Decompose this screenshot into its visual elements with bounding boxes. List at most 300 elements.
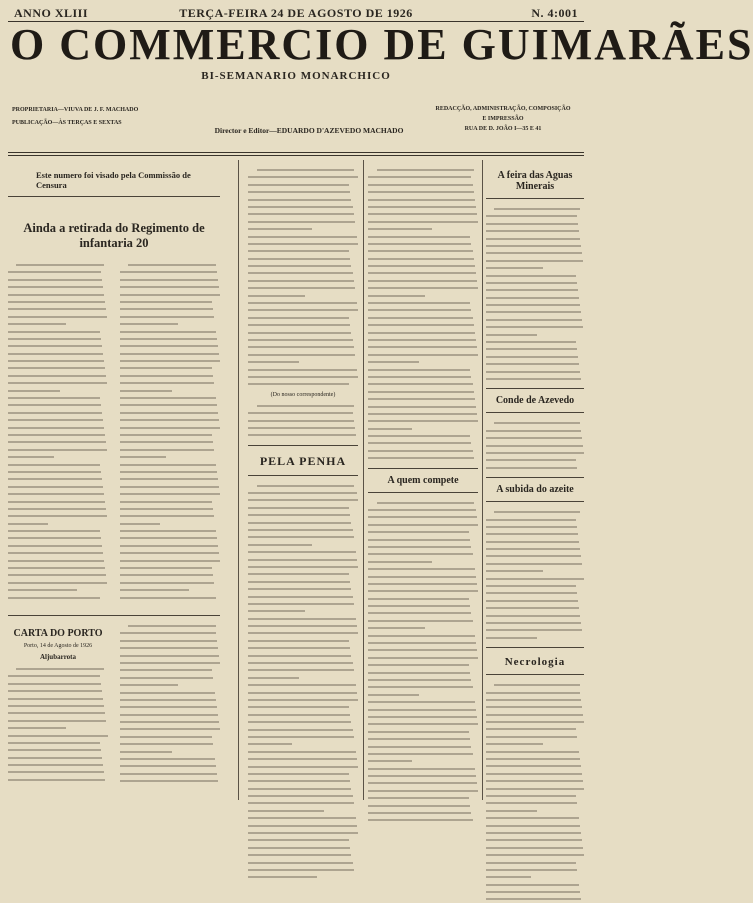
- column-divider: [238, 160, 239, 800]
- text-line: [248, 218, 358, 225]
- carta-date: Porto, 14 de Agosto de 1926: [23, 643, 93, 649]
- text-line: [368, 499, 478, 506]
- text-line: [368, 373, 478, 380]
- text-line: [248, 402, 358, 409]
- text-line: [120, 379, 220, 386]
- carta-title: CARTA DO PORTO: [13, 628, 103, 639]
- text-line: [120, 364, 220, 371]
- text-line: [120, 313, 220, 320]
- text-line: [486, 272, 584, 279]
- text-line: [368, 343, 478, 350]
- text-line: [248, 807, 358, 814]
- text-line: [368, 536, 478, 543]
- text-line: [368, 669, 478, 676]
- text-line: [368, 573, 478, 580]
- text-line: [486, 257, 584, 264]
- text-line: [8, 724, 108, 731]
- text-line: [368, 632, 478, 639]
- text-line: [120, 342, 220, 349]
- text-line: [120, 637, 220, 644]
- text-line: [120, 453, 220, 460]
- text-line: [8, 557, 108, 564]
- text-line: [8, 313, 108, 320]
- text-line: [486, 353, 584, 360]
- article-text: [486, 205, 584, 382]
- text-line: [120, 586, 220, 593]
- text-line: [486, 456, 584, 463]
- text-line: [368, 624, 478, 631]
- text-line: [248, 644, 358, 651]
- text-line: [368, 506, 478, 513]
- text-line: [120, 594, 220, 601]
- text-line: [368, 720, 478, 727]
- text-line: [486, 888, 584, 895]
- divider: [486, 674, 584, 675]
- text-line: [248, 822, 358, 829]
- text-line: [368, 691, 478, 698]
- text-line: [8, 483, 108, 490]
- text-line: [368, 166, 478, 173]
- text-line: [8, 754, 108, 761]
- text-line: [368, 181, 478, 188]
- text-line: [248, 166, 358, 173]
- text-line: [248, 511, 358, 518]
- divider: [486, 501, 584, 502]
- text-line: [248, 306, 358, 313]
- text-line: [486, 829, 584, 836]
- text-line: [8, 665, 108, 672]
- text-line: [248, 196, 358, 203]
- text-line: [120, 666, 220, 673]
- text-line: [8, 695, 108, 702]
- text-line: [8, 320, 108, 327]
- text-line: [368, 816, 478, 823]
- text-line: [8, 520, 108, 527]
- text-line: [120, 564, 220, 571]
- text-line: [368, 543, 478, 550]
- text-line: [120, 762, 220, 769]
- article-text: [8, 261, 108, 601]
- text-line: [248, 366, 358, 373]
- carta-block: [8, 622, 108, 787]
- text-line: [368, 602, 478, 609]
- text-line: [120, 557, 220, 564]
- article-text: [368, 499, 478, 824]
- feira-aguas-title: A feira das Aguas Minerais: [497, 170, 573, 192]
- text-line: [486, 560, 584, 567]
- divider: [248, 475, 358, 476]
- text-line: [486, 316, 584, 323]
- text-line: [8, 687, 108, 694]
- text-line: [248, 733, 358, 740]
- text-line: [486, 264, 584, 271]
- text-line: [248, 210, 358, 217]
- text-line: [120, 468, 220, 475]
- text-line: [8, 768, 108, 775]
- text-line: [248, 607, 358, 614]
- divider: [486, 412, 584, 413]
- text-line: [120, 571, 220, 578]
- text-line: [120, 461, 220, 468]
- text-line: [486, 286, 584, 293]
- text-line: [120, 283, 220, 290]
- text-line: [368, 757, 478, 764]
- text-line: [486, 718, 584, 725]
- text-line: [486, 873, 584, 880]
- text-line: [486, 612, 584, 619]
- text-line: [248, 718, 358, 725]
- article-text: [486, 508, 584, 641]
- divider: [368, 468, 478, 469]
- publication-info: [8, 104, 584, 150]
- text-line: [368, 321, 478, 328]
- text-line: [248, 585, 358, 592]
- text-line: [8, 594, 108, 601]
- text-line: [248, 533, 358, 540]
- text-line: [120, 755, 220, 762]
- text-line: [120, 387, 220, 394]
- article-text: [486, 681, 584, 903]
- text-line: [248, 181, 358, 188]
- text-line: [120, 527, 220, 534]
- text-line: [248, 173, 358, 180]
- text-line: [120, 276, 220, 283]
- text-line: [486, 419, 584, 426]
- text-line: [8, 409, 108, 416]
- article-text: [486, 419, 584, 471]
- text-line: [486, 689, 584, 696]
- text-line: [368, 366, 478, 373]
- quem-compete-title: A quem compete: [387, 474, 459, 486]
- text-line: [120, 534, 220, 541]
- text-line: [8, 579, 108, 586]
- text-line: [368, 196, 478, 203]
- article-text: [368, 166, 478, 462]
- text-line: [486, 538, 584, 545]
- text-line: [486, 681, 584, 688]
- text-line: [368, 550, 478, 557]
- text-line: [120, 703, 220, 710]
- text-line: [120, 644, 220, 651]
- text-line: [368, 735, 478, 742]
- text-line: [368, 772, 478, 779]
- text-line: [120, 718, 220, 725]
- text-line: [486, 589, 584, 596]
- text-line: [120, 681, 220, 688]
- text-line: [248, 851, 358, 858]
- text-line: [368, 439, 478, 446]
- text-line: [248, 247, 358, 254]
- text-line: [368, 210, 478, 217]
- text-line: [248, 570, 358, 577]
- text-line: [120, 725, 220, 732]
- text-line: [486, 205, 584, 212]
- text-line: [368, 395, 478, 402]
- column-left: [8, 160, 220, 800]
- text-line: [486, 434, 584, 441]
- text-line: [248, 233, 358, 240]
- text-line: [486, 711, 584, 718]
- text-line: [248, 859, 358, 866]
- text-line: [368, 609, 478, 616]
- text-line: [120, 291, 220, 298]
- text-line: [486, 516, 584, 523]
- text-line: [8, 328, 108, 335]
- text-line: [8, 276, 108, 283]
- divider: [368, 492, 478, 493]
- text-line: [8, 475, 108, 482]
- text-line: [120, 372, 220, 379]
- text-line: [486, 575, 584, 582]
- owner-block: [12, 104, 182, 130]
- text-line: [120, 483, 220, 490]
- text-line: [248, 814, 358, 821]
- text-line: [486, 545, 584, 552]
- text-line: [120, 268, 220, 275]
- text-line: [8, 732, 108, 739]
- text-line: [8, 453, 108, 460]
- text-line: [8, 357, 108, 364]
- text-line: [368, 779, 478, 786]
- text-line: [486, 530, 584, 537]
- text-line: [8, 468, 108, 475]
- text-line: [120, 431, 220, 438]
- text-line: [248, 336, 358, 343]
- text-line: [120, 409, 220, 416]
- article-text: [8, 665, 108, 783]
- text-line: [368, 698, 478, 705]
- text-line: [248, 703, 358, 710]
- text-line: [486, 822, 584, 829]
- text-line: [8, 490, 108, 497]
- text-line: [120, 542, 220, 549]
- text-line: [486, 552, 584, 559]
- text-line: [8, 424, 108, 431]
- office-block: [428, 104, 578, 134]
- text-line: [8, 291, 108, 298]
- text-line: [248, 277, 358, 284]
- column-divider: [363, 160, 364, 800]
- text-line: [8, 335, 108, 342]
- text-line: [248, 785, 358, 792]
- text-line: [248, 674, 358, 681]
- owner-label: PROPRIETARIA—VIUVA DE J. F. MACHADO: [12, 107, 139, 113]
- text-line: [120, 335, 220, 342]
- pela-penha-title: PELA PENHA: [259, 453, 347, 468]
- text-line: [248, 629, 358, 636]
- text-line: [248, 351, 358, 358]
- text-line: [486, 227, 584, 234]
- text-line: [248, 255, 358, 262]
- text-line: [368, 233, 478, 240]
- divider: [8, 196, 220, 197]
- top-info-line: [14, 6, 578, 20]
- article-text: [248, 166, 358, 388]
- text-line: [368, 432, 478, 439]
- text-line: [248, 225, 358, 232]
- text-line: [248, 424, 358, 431]
- text-line: [486, 844, 584, 851]
- text-line: [368, 802, 478, 809]
- text-line: [248, 777, 358, 784]
- text-line: [248, 269, 358, 276]
- text-line: [486, 696, 584, 703]
- text-line: [248, 873, 358, 880]
- text-line: [120, 696, 220, 703]
- text-line: [486, 895, 584, 902]
- subida-azeite-title: A subida do azeite: [496, 484, 574, 496]
- text-line: [368, 654, 478, 661]
- text-line: [120, 733, 220, 740]
- text-line: [486, 442, 584, 449]
- text-line: [486, 604, 584, 611]
- text-line: [248, 358, 358, 365]
- text-line: [248, 541, 358, 548]
- text-line: [368, 403, 478, 410]
- column-divider: [482, 160, 483, 800]
- newspaper-subtitle: BI-SEMANARIO MONARCHICO: [201, 70, 391, 82]
- text-line: [8, 709, 108, 716]
- text-line: [248, 417, 358, 424]
- text-line: [486, 582, 584, 589]
- text-line: [248, 652, 358, 659]
- text-line: [8, 571, 108, 578]
- text-line: [248, 600, 358, 607]
- text-line: [248, 681, 358, 688]
- text-line: [368, 225, 478, 232]
- text-line: [248, 740, 358, 747]
- text-line: [368, 284, 478, 291]
- text-line: [486, 881, 584, 888]
- text-line: [486, 859, 584, 866]
- text-line: [368, 809, 478, 816]
- year-label: ANNO XLIII: [14, 6, 89, 20]
- text-line: [368, 329, 478, 336]
- text-line: [8, 305, 108, 312]
- text-line: [368, 240, 478, 247]
- text-line: [248, 489, 358, 496]
- text-line: [248, 409, 358, 416]
- text-line: [486, 360, 584, 367]
- text-line: [486, 249, 584, 256]
- text-line: [120, 357, 220, 364]
- text-line: [8, 446, 108, 453]
- text-line: [248, 496, 358, 503]
- text-line: [120, 475, 220, 482]
- text-line: [248, 637, 358, 644]
- text-line: [368, 351, 478, 358]
- text-line: [8, 372, 108, 379]
- text-line: [8, 702, 108, 709]
- correspondent-note: (Do nosso correspondente): [270, 391, 336, 398]
- text-line: [368, 269, 478, 276]
- text-line: [248, 836, 358, 843]
- text-line: [120, 498, 220, 505]
- text-line: [248, 203, 358, 210]
- header-rule: [8, 152, 584, 153]
- text-line: [368, 521, 478, 528]
- text-line: [8, 283, 108, 290]
- text-line: [486, 323, 584, 330]
- text-line: [368, 794, 478, 801]
- text-line: [368, 565, 478, 572]
- office-line-2: E IMPRESSÃO: [482, 116, 524, 122]
- text-line: [8, 498, 108, 505]
- text-line: [8, 739, 108, 746]
- text-line: [368, 743, 478, 750]
- text-line: [248, 314, 358, 321]
- text-line: [8, 431, 108, 438]
- carta-section: [8, 622, 220, 792]
- text-line: [248, 593, 358, 600]
- text-line: [8, 512, 108, 519]
- text-line: [486, 508, 584, 515]
- header-rule-2: [8, 155, 584, 156]
- text-line: [120, 740, 220, 747]
- text-line: [8, 776, 108, 783]
- text-line: [120, 438, 220, 445]
- column-center: [248, 160, 358, 800]
- text-line: [8, 379, 108, 386]
- text-line: [248, 284, 358, 291]
- text-line: [8, 680, 108, 687]
- text-line: [368, 617, 478, 624]
- text-line: [248, 844, 358, 851]
- text-line: [8, 438, 108, 445]
- text-line: [486, 703, 584, 710]
- text-line: [486, 762, 584, 769]
- text-line: [248, 556, 358, 563]
- text-line: [368, 203, 478, 210]
- text-line: [248, 622, 358, 629]
- text-line: [8, 350, 108, 357]
- date-label: TERÇA-FEIRA 24 DE AGOSTO DE 1926: [179, 6, 413, 20]
- text-line: [368, 336, 478, 343]
- text-line: [486, 279, 584, 286]
- text-line: [120, 298, 220, 305]
- text-line: [486, 851, 584, 858]
- text-line: [120, 261, 220, 268]
- text-line: [486, 294, 584, 301]
- text-line: [8, 542, 108, 549]
- text-line: [486, 634, 584, 641]
- divider: [486, 388, 584, 389]
- text-line: [8, 534, 108, 541]
- text-line: [368, 262, 478, 269]
- text-line: [8, 401, 108, 408]
- text-line: [486, 836, 584, 843]
- text-line: [486, 338, 584, 345]
- text-line: [486, 755, 584, 762]
- text-line: [248, 615, 358, 622]
- newspaper-title: O COMMERCIO DE GUIMARÃES: [10, 20, 753, 69]
- text-line: [120, 512, 220, 519]
- text-line: [248, 504, 358, 511]
- main-article-body: [8, 261, 220, 609]
- text-line: [368, 750, 478, 757]
- text-line: [120, 505, 220, 512]
- text-line: [368, 447, 478, 454]
- text-line: [368, 173, 478, 180]
- text-line: [368, 417, 478, 424]
- text-line: [486, 368, 584, 375]
- text-line: [120, 652, 220, 659]
- text-line: [368, 706, 478, 713]
- article-text: [248, 402, 358, 439]
- text-line: [368, 639, 478, 646]
- text-line: [120, 622, 220, 629]
- publication-days: PUBLICAÇÃO—ÀS TERÇAS E SEXTAS: [12, 120, 122, 126]
